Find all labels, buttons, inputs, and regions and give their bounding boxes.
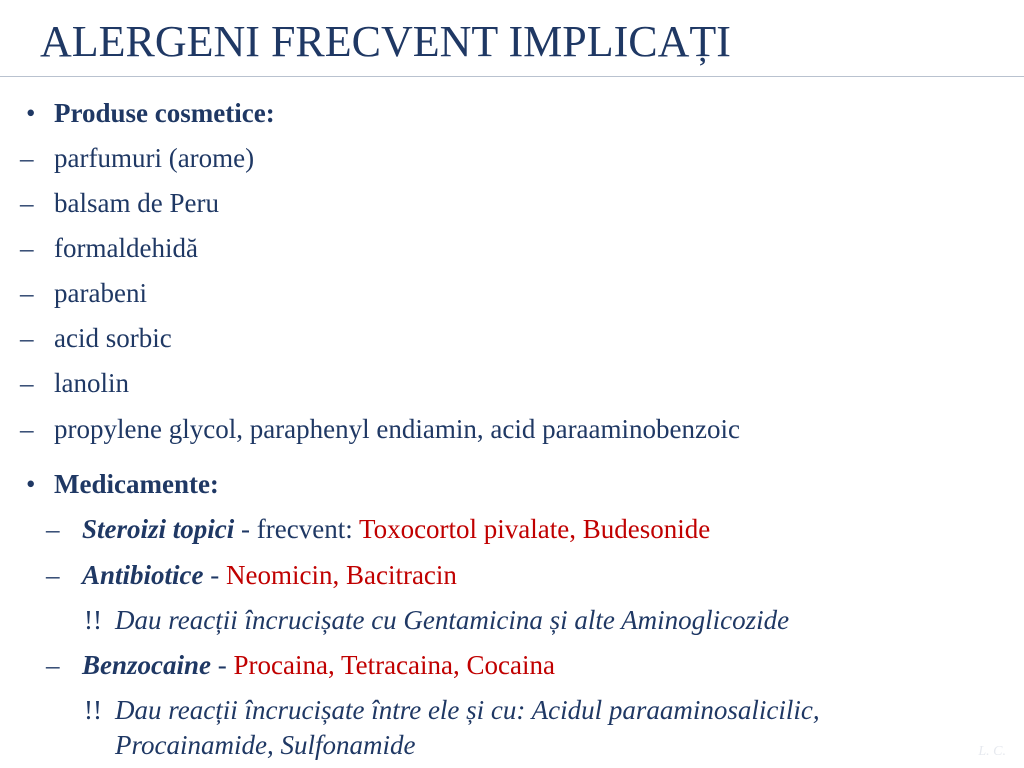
antibiotics-examples: Neomicin, Bacitracin: [226, 560, 457, 590]
bullet-marker: •: [26, 98, 36, 128]
cosmetic-item: formaldehidă: [54, 233, 198, 263]
antibiotics-text: [82, 558, 457, 592]
dash-marker: –: [20, 278, 34, 308]
cosmetics-heading: Produse cosmetice:: [54, 98, 275, 128]
dash-marker: –: [20, 188, 34, 218]
cosmetic-item: acid sorbic: [54, 323, 172, 353]
benzocaine-note-line1: Dau reacții încrucișate între ele și cu: Acidul paraaminosalicilic,: [115, 695, 820, 725]
warning-marker: !!: [84, 605, 102, 635]
cosmetic-item: parfumuri (arome): [54, 143, 255, 173]
warning-marker: !!: [84, 695, 102, 725]
steroids-name: Steroizi topici: [82, 514, 235, 544]
dash-marker: –: [20, 143, 34, 173]
antibiotics-name: Antibiotice: [82, 560, 204, 590]
benzocaine-separator: -: [211, 650, 234, 680]
benzocaine-text: [82, 648, 555, 682]
benzocaine-name: Benzocaine: [82, 650, 212, 680]
dash-marker: –: [46, 514, 60, 544]
cosmetic-item: balsam de Peru: [54, 188, 219, 218]
dash-marker: –: [20, 368, 34, 398]
medicines-heading: Medicamente:: [54, 469, 219, 499]
steroids-separator: - frecvent:: [234, 514, 359, 544]
dash-marker: –: [20, 233, 34, 263]
cosmetic-item: parabeni: [54, 278, 147, 308]
antibiotics-note: Dau reacții încrucișate cu Gentamicina și alte Aminoglicozide: [115, 605, 790, 635]
steroids-examples: Toxocortol pivalate, Budesonide: [358, 514, 711, 544]
slide-title: ALERGENI FRECVENT IMPLICAȚI: [40, 17, 731, 66]
cosmetic-item: propylene glycol, paraphenyl endiamin, acid paraaminobenzoic: [54, 414, 740, 444]
benzocaine-examples: Procaina, Tetracaina, Cocaina: [233, 650, 555, 680]
benzocaine-note-line2: Procainamide, Sulfonamide: [115, 730, 416, 760]
bullet-marker: •: [26, 469, 36, 499]
author-watermark: L. C.: [978, 744, 1006, 759]
dash-marker: –: [20, 323, 34, 353]
antibiotics-separator: -: [203, 560, 226, 590]
dash-marker: –: [20, 414, 34, 444]
cosmetic-item: lanolin: [54, 368, 129, 398]
dash-marker: –: [46, 560, 60, 590]
title-divider: [0, 76, 1024, 77]
dash-marker: –: [46, 650, 60, 680]
steroids-text: [82, 512, 710, 546]
